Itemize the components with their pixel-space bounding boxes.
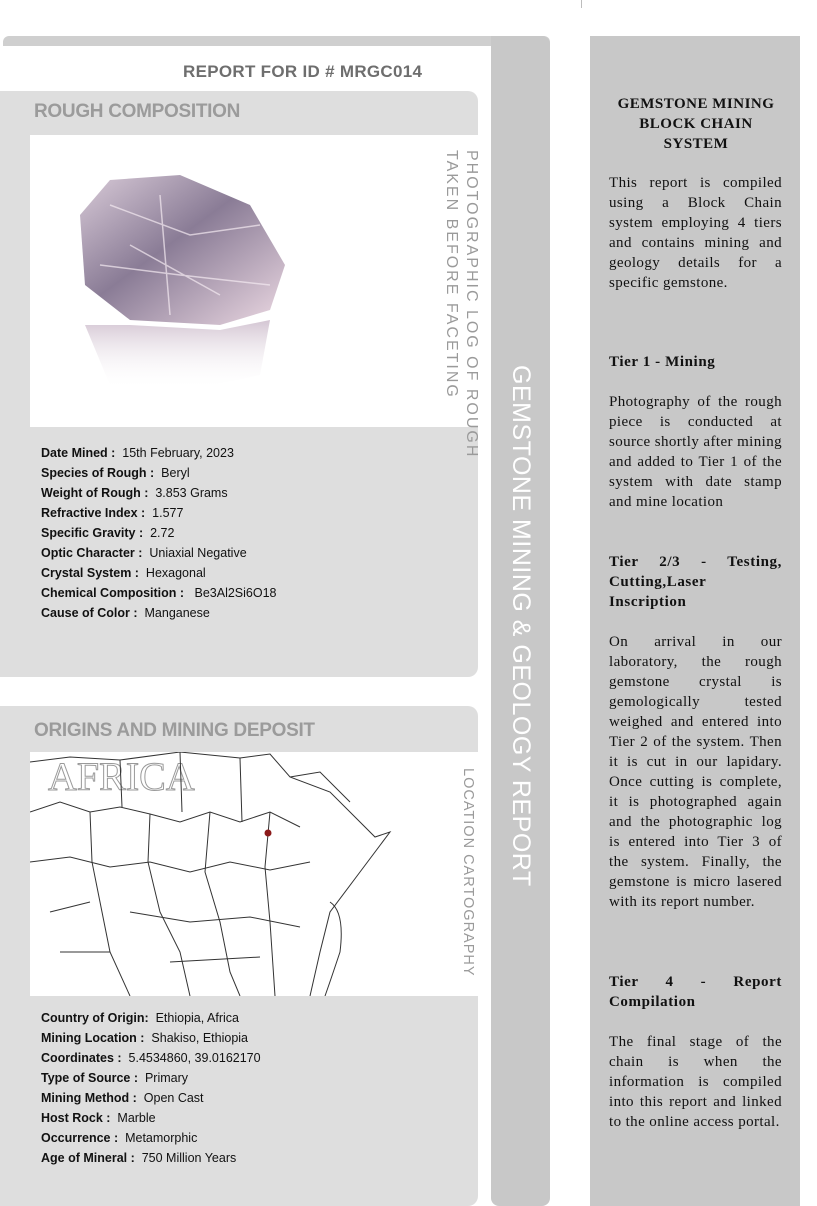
detail-value: Open Cast — [143, 1091, 204, 1105]
detail-label: Specific Gravity : — [41, 526, 144, 540]
sidebar-title: GEMSTONE MINING BLOCK CHAIN SYSTEM — [617, 96, 775, 152]
detail-row — [41, 583, 277, 603]
origins-section-title: ORIGINS AND MINING DEPOSIT — [34, 720, 315, 741]
tier1-body: Photography of the rough piece is conducted at source shortly after mining and added to Tier 1 of the system with date stamp and mine location — [609, 394, 782, 510]
tier4-body: The final stage of the chain is when the information is compiled into this report and linked to the online access portal. — [609, 1034, 782, 1130]
rough-section-title: ROUGH COMPOSITION — [34, 101, 241, 122]
detail-row — [41, 463, 277, 483]
tier23-heading: Tier 2/3 - Testing, Cutting,Laser Inscription — [609, 554, 782, 610]
detail-label: Weight of Rough : — [41, 486, 149, 500]
blockchain-sidebar — [590, 36, 800, 1206]
detail-row — [41, 503, 277, 523]
detail-row — [41, 543, 277, 563]
rough-details — [41, 443, 277, 623]
detail-value: Ethiopia, Africa — [155, 1011, 239, 1025]
detail-value: 1.577 — [152, 506, 184, 520]
detail-row — [41, 1048, 261, 1068]
photo-caption — [441, 150, 481, 458]
tier4-heading: Tier 4 - Report Compilation — [609, 974, 782, 1010]
detail-label: Optic Character : — [41, 546, 143, 560]
africa-map-image — [30, 752, 478, 996]
detail-value: Be3Al2Si6O18 — [194, 586, 277, 600]
detail-row — [41, 603, 277, 623]
map-caption: LOCATION CARTOGRAPHY — [460, 768, 476, 977]
detail-value: Uniaxial Negative — [149, 546, 247, 560]
detail-value: Marble — [117, 1111, 156, 1125]
detail-value: 15th February, 2023 — [122, 446, 234, 460]
detail-label: Country of Origin: — [41, 1011, 149, 1025]
detail-label: Coordinates : — [41, 1051, 122, 1065]
detail-value: Manganese — [144, 606, 210, 620]
detail-label: Date Mined : — [41, 446, 116, 460]
detail-row — [41, 1008, 261, 1028]
detail-label: Crystal System : — [41, 566, 139, 580]
detail-value: 2.72 — [150, 526, 175, 540]
map-label: AFRICA — [48, 754, 195, 799]
top-bar — [3, 36, 550, 46]
detail-value: Shakiso, Ethiopia — [151, 1031, 249, 1045]
detail-value: 5.4534860, 39.0162170 — [128, 1051, 261, 1065]
tier23-body: On arrival in our laboratory, the rough gemstone crystal is gemologically tested weighed and entered into Tier 2 of the system. Then it is cut in our lapidary. Once cutting is complete, it is photographed again and the photographic log is entered into Tier 3 of the system. Finally, the gemstone is micro lasered with its report number. — [609, 634, 782, 910]
detail-row — [41, 1128, 261, 1148]
detail-row — [41, 1108, 261, 1128]
gemstone-image — [70, 175, 290, 395]
detail-label: Host Rock : — [41, 1111, 111, 1125]
detail-value: Hexagonal — [145, 566, 206, 580]
detail-row — [41, 1088, 261, 1108]
detail-value: Metamorphic — [125, 1131, 198, 1145]
photo-caption-line2: TAKEN BEFORE FACETING — [443, 150, 460, 399]
detail-label: Mining Location : — [41, 1031, 145, 1045]
vertical-banner-text: GEMSTONE MINING & GEOLOGY REPORT — [507, 365, 535, 887]
detail-value: 750 Million Years — [141, 1151, 237, 1165]
detail-value: Beryl — [161, 466, 190, 480]
detail-label: Species of Rough : — [41, 466, 155, 480]
tier1-heading: Tier 1 - Mining — [609, 354, 716, 370]
detail-label: Cause of Color : — [41, 606, 138, 620]
detail-row — [41, 1028, 261, 1048]
detail-value: 3.853 Grams — [155, 486, 228, 500]
detail-row — [41, 1148, 261, 1168]
detail-label: Occurrence : — [41, 1131, 119, 1145]
detail-label: Mining Method : — [41, 1091, 137, 1105]
top-divider-line — [581, 0, 582, 8]
detail-row — [41, 1068, 261, 1088]
detail-row — [41, 563, 277, 583]
detail-label: Type of Source : — [41, 1071, 139, 1085]
detail-label: Refractive Index : — [41, 506, 146, 520]
detail-row — [41, 523, 277, 543]
detail-value: Primary — [144, 1071, 189, 1085]
detail-row — [41, 483, 277, 503]
origin-details — [41, 1008, 261, 1168]
detail-label: Age of Mineral : — [41, 1151, 135, 1165]
detail-row — [41, 443, 277, 463]
mine-location-marker — [265, 830, 272, 837]
location-map — [30, 752, 478, 996]
photo-caption-line1: PHOTOGRAPHIC LOG OF ROUGH — [463, 150, 480, 459]
sidebar-intro: This report is compiled using a Block Chain system employing 4 tiers and contains mining and geology details for a specific gemstone. — [609, 175, 782, 291]
detail-label: Chemical Composition : — [41, 586, 185, 600]
report-title: REPORT FOR ID # MRGC014 — [183, 62, 423, 81]
